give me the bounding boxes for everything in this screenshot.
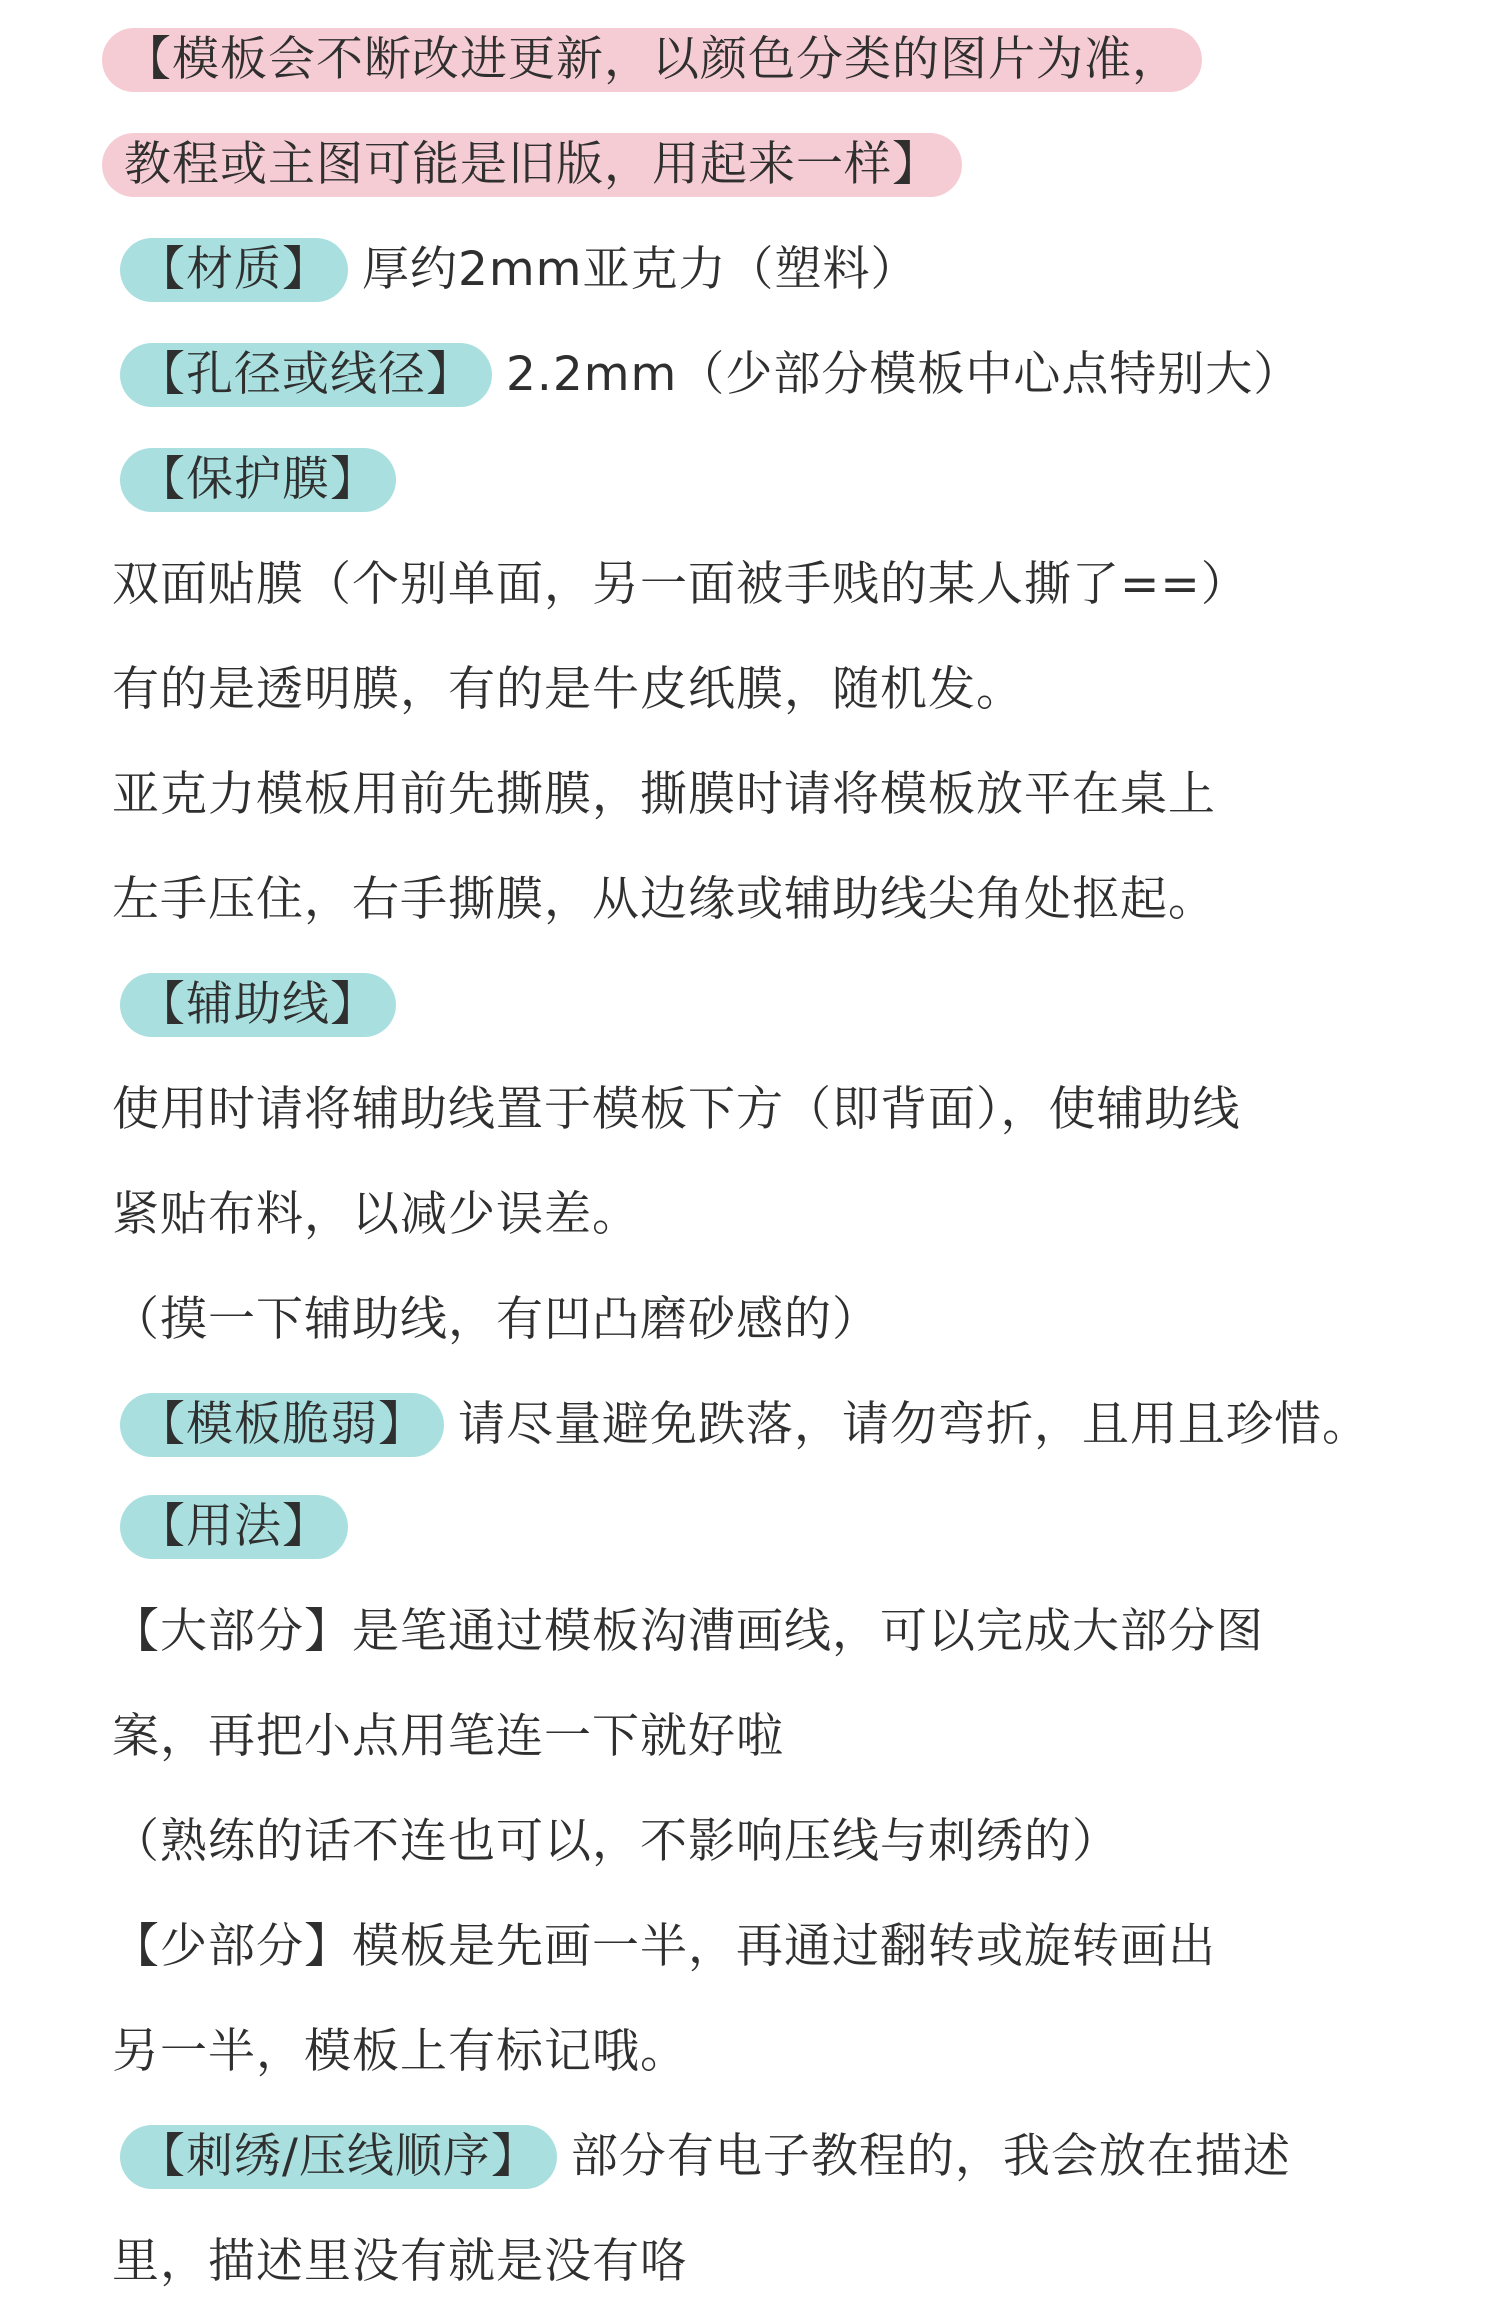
- fragile-tag: 【模板脆弱】: [120, 1393, 444, 1457]
- order-text: 部分有电子教程的，我会放在描述: [570, 2129, 1291, 2184]
- guide-line: 紧贴布料，以减少误差。: [112, 1187, 640, 1242]
- notice-line-2: [112, 133, 962, 197]
- film-line: 双面贴膜（个别单面，另一面被手贱的某人撕了==）: [112, 557, 1249, 612]
- usage-line: 案，再把小点用笔连一下就好啦: [112, 1709, 784, 1764]
- usage-line: （熟练的话不连也可以，不影响压线与刺绣的）: [112, 1814, 1120, 1869]
- order-tag: 【刺绣/压线顺序】: [120, 2125, 557, 2189]
- usage-line: 【大部分】是笔通过模板沟漕画线，可以完成大部分图: [112, 1604, 1264, 1659]
- order-row: [112, 2125, 1291, 2189]
- film-tag: 【保护膜】: [120, 448, 396, 512]
- guide-tag: 【辅助线】: [120, 973, 396, 1037]
- film-heading: [112, 448, 410, 512]
- material-row: [112, 238, 918, 302]
- notice-line-1: [112, 28, 1202, 92]
- notice-highlight-1: 【模板会不断改进更新，以颜色分类的图片为准，: [102, 28, 1202, 92]
- hole-tag: 【孔径或线径】: [120, 343, 492, 407]
- notice-highlight-2: 教程或主图可能是旧版，用起来一样】: [102, 133, 962, 197]
- usage-tag: 【用法】: [120, 1495, 348, 1559]
- guide-heading: [112, 973, 410, 1037]
- hole-text: 2.2mm（少部分模板中心点特别大）: [506, 347, 1302, 402]
- film-line: 有的是透明膜，有的是牛皮纸膜，随机发。: [112, 662, 1024, 717]
- guide-line: 使用时请将辅助线置于模板下方（即背面），使辅助线: [112, 1082, 1241, 1137]
- film-line: 左手压住，右手撕膜，从边缘或辅助线尖角处抠起。: [112, 872, 1216, 927]
- order-line-2: 里，描述里没有就是没有咯: [112, 2234, 688, 2289]
- fragile-row: [112, 1393, 1370, 1457]
- hole-row: [112, 343, 1301, 407]
- usage-line: 【少部分】模板是先画一半，再通过翻转或旋转画出: [112, 1919, 1216, 1974]
- guide-line: （摸一下辅助线，有凹凸磨砂感的）: [112, 1292, 880, 1347]
- fragile-text: 请尽量避免跌落，请勿弯折，且用且珍惜。: [458, 1397, 1370, 1452]
- usage-line: 另一半，模板上有标记哦。: [112, 2024, 688, 2079]
- usage-heading: [112, 1495, 362, 1559]
- film-line: 亚克力模板用前先撕膜，撕膜时请将模板放平在桌上: [112, 767, 1216, 822]
- material-tag: 【材质】: [120, 238, 348, 302]
- material-text: 厚约2mm亚克力（塑料）: [362, 242, 919, 297]
